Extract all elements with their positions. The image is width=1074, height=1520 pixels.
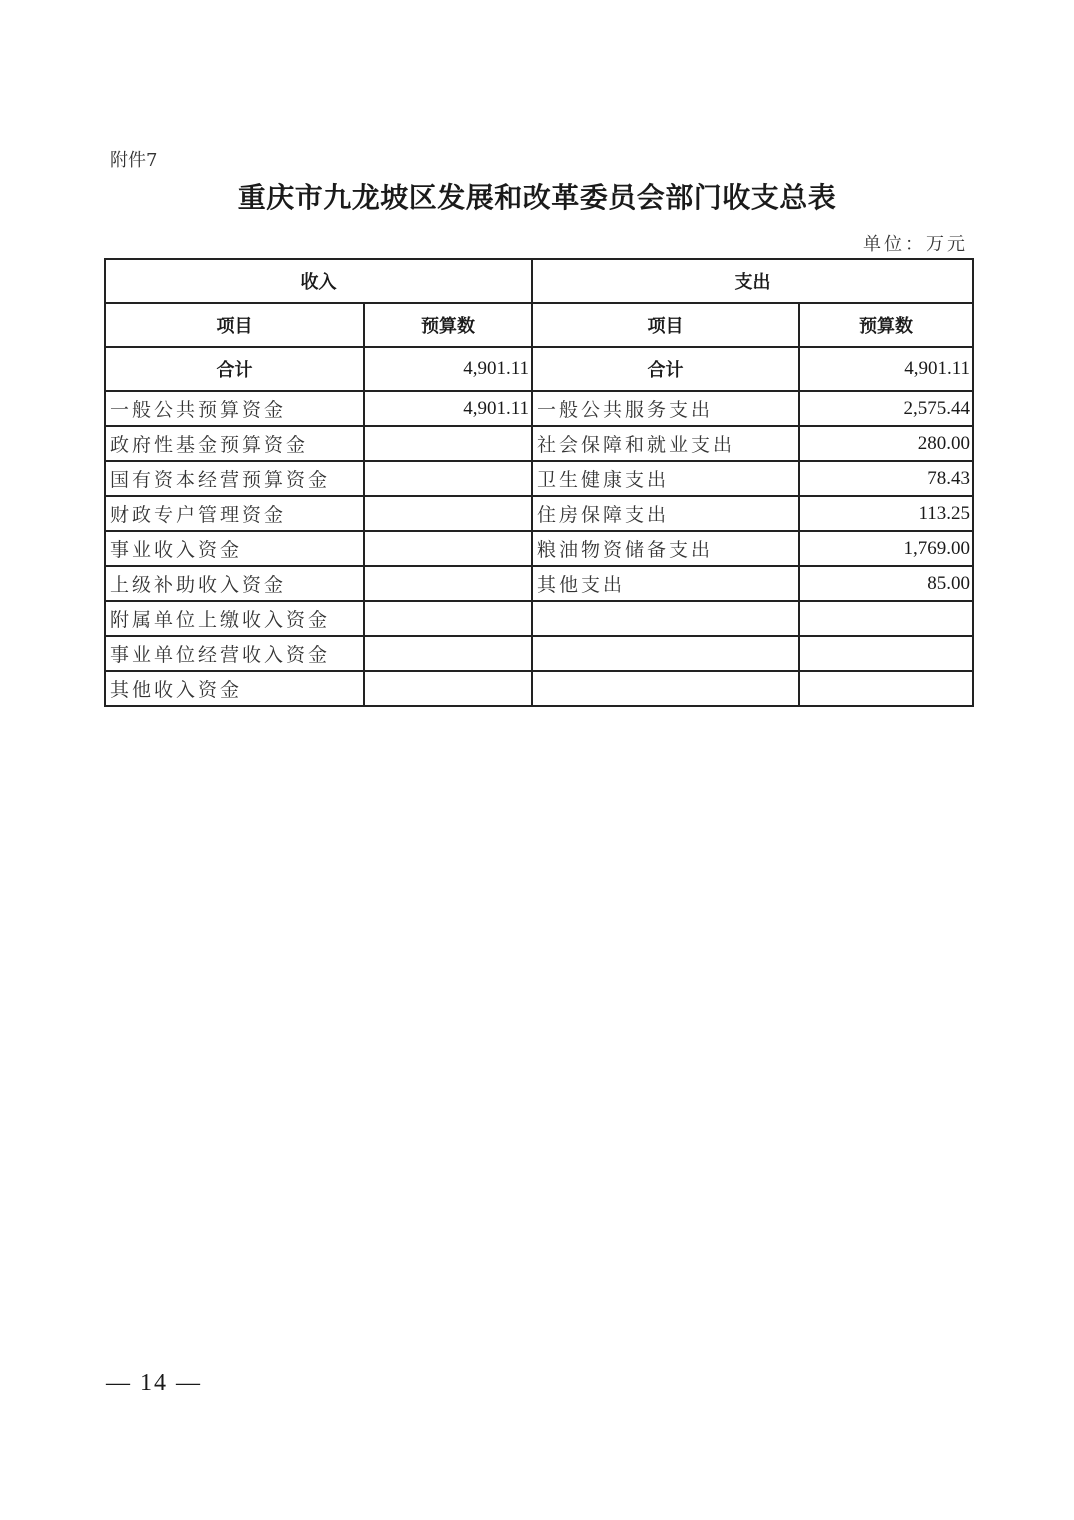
income-value-cell: [364, 461, 532, 496]
expense-total-value: 4,901.11: [799, 347, 973, 391]
expense-item-cell: 一般公共服务支出: [532, 391, 799, 426]
expense-total-label: 合计: [532, 347, 799, 391]
income-header: 收入: [105, 259, 532, 303]
income-value-cell: [364, 601, 532, 636]
income-item-column-header: 项目: [105, 303, 364, 347]
expense-value-cell: 113.25: [799, 496, 973, 531]
income-value-cell: [364, 671, 532, 706]
expense-value-cell: 78.43: [799, 461, 973, 496]
expense-budget-column-header: 预算数: [799, 303, 973, 347]
table-row: [105, 496, 973, 531]
income-item-cell: 事业收入资金: [105, 531, 364, 566]
income-item-cell: 上级补助收入资金: [105, 566, 364, 601]
income-item-cell: 一般公共预算资金: [105, 391, 364, 426]
income-total-label: 合计: [105, 347, 364, 391]
table-row: [105, 601, 973, 636]
income-item-cell: 国有资本经营预算资金: [105, 461, 364, 496]
section-header-row: [105, 259, 973, 303]
expense-value-cell: [799, 671, 973, 706]
expense-item-cell: 其他支出: [532, 566, 799, 601]
table-row: [105, 426, 973, 461]
table-row: [105, 636, 973, 671]
income-value-cell: [364, 531, 532, 566]
table-row: [105, 461, 973, 496]
document-title: 重庆市九龙坡区发展和改革委员会部门收支总表: [237, 181, 837, 214]
expense-item-cell: 粮油物资储备支出: [532, 531, 799, 566]
expense-item-cell: 社会保障和就业支出: [532, 426, 799, 461]
attachment-label: 附件7: [110, 150, 158, 171]
income-value-cell: [364, 496, 532, 531]
expense-value-cell: 2,575.44: [799, 391, 973, 426]
table-row: [105, 671, 973, 706]
expense-item-cell: [532, 671, 799, 706]
income-item-cell: 附属单位上缴收入资金: [105, 601, 364, 636]
income-value-cell: [364, 636, 532, 671]
expense-value-cell: [799, 601, 973, 636]
expense-item-cell: 卫生健康支出: [532, 461, 799, 496]
income-item-cell: 财政专户管理资金: [105, 496, 364, 531]
table-row: [105, 531, 973, 566]
expense-value-cell: 280.00: [799, 426, 973, 461]
income-total-value: 4,901.11: [364, 347, 532, 391]
income-item-cell: 政府性基金预算资金: [105, 426, 364, 461]
expense-header: 支出: [532, 259, 973, 303]
expense-value-cell: 85.00: [799, 566, 973, 601]
expense-value-cell: [799, 636, 973, 671]
table-body: [105, 391, 973, 706]
page-number: — 14 —: [106, 1370, 202, 1396]
income-budget-column-header: 预算数: [364, 303, 532, 347]
income-item-cell: 其他收入资金: [105, 671, 364, 706]
expense-item-column-header: 项目: [532, 303, 799, 347]
expense-item-cell: 住房保障支出: [532, 496, 799, 531]
income-value-cell: [364, 566, 532, 601]
expense-item-cell: [532, 601, 799, 636]
income-value-cell: 4,901.11: [364, 391, 532, 426]
table-row: [105, 566, 973, 601]
unit-label: 单位：万元: [863, 234, 968, 255]
expense-item-cell: [532, 636, 799, 671]
expense-value-cell: 1,769.00: [799, 531, 973, 566]
income-value-cell: [364, 426, 532, 461]
budget-table: [104, 258, 974, 707]
table-row: [105, 391, 973, 426]
total-row: [105, 347, 973, 391]
column-header-row: [105, 303, 973, 347]
income-item-cell: 事业单位经营收入资金: [105, 636, 364, 671]
